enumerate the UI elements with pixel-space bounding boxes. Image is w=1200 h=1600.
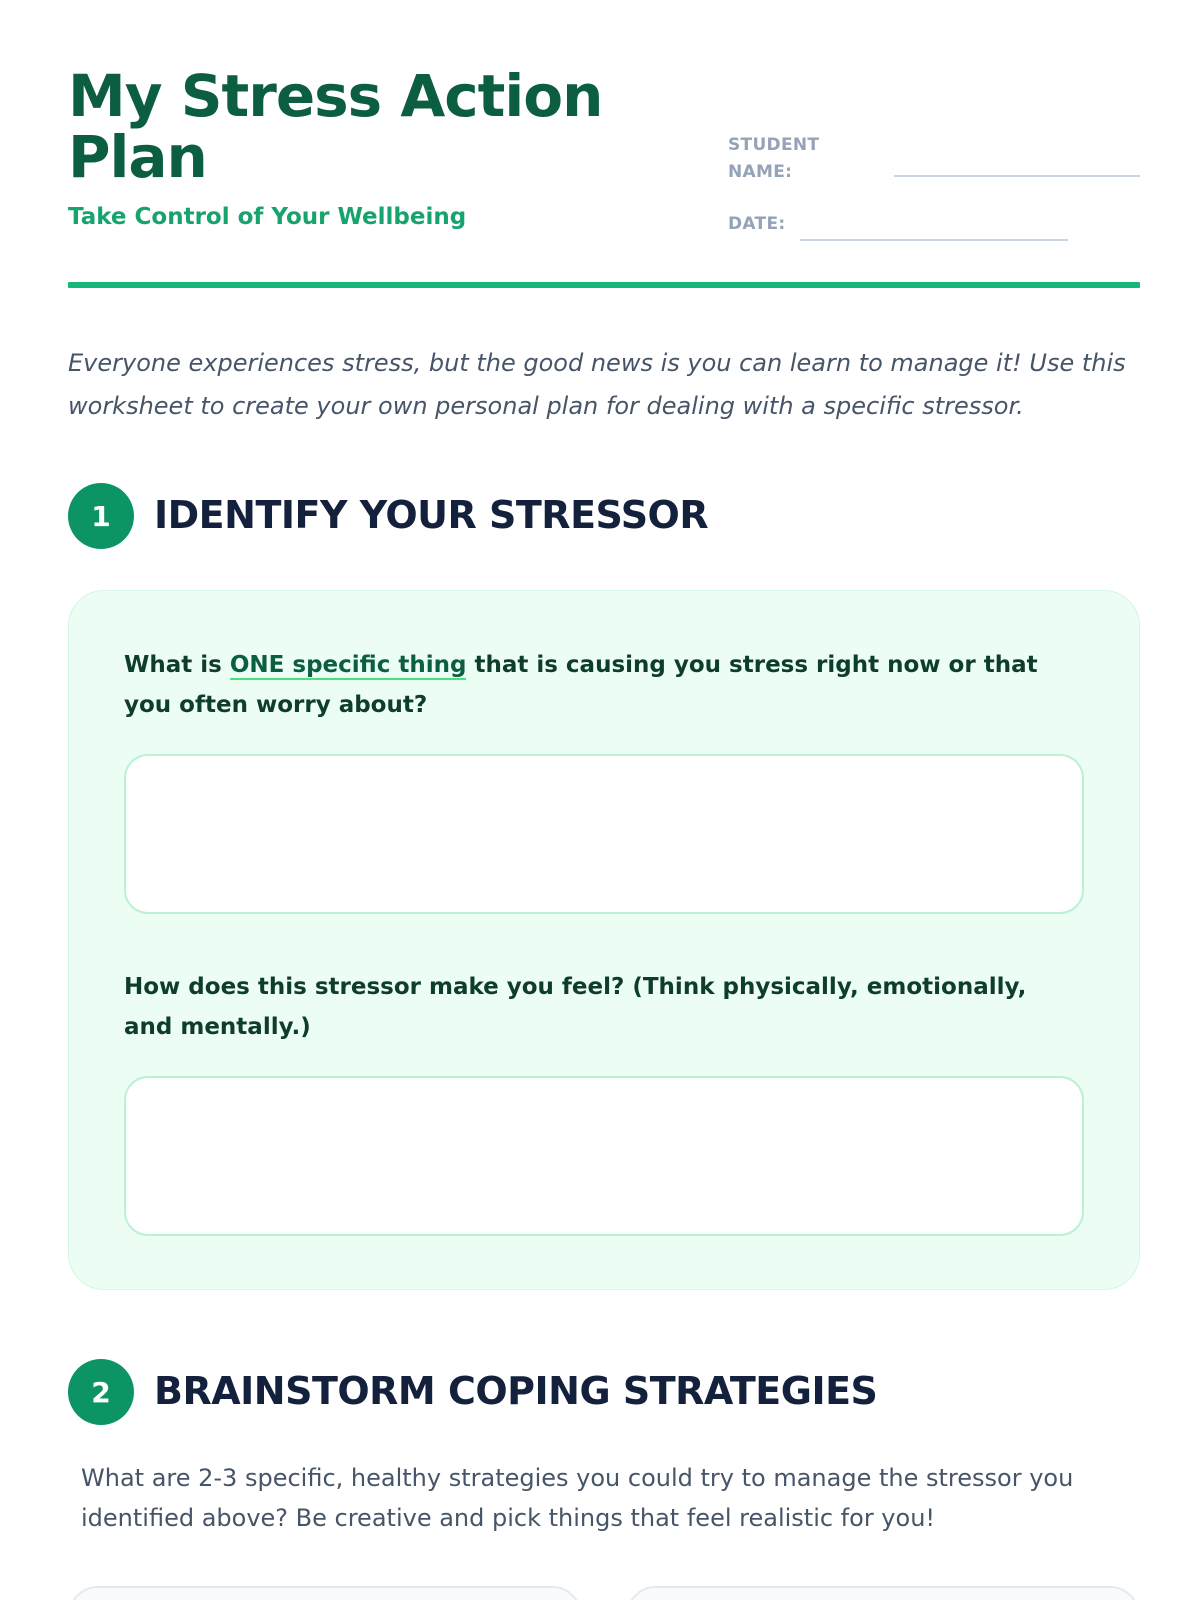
header-divider [68, 282, 1140, 288]
section-2-title: BRAINSTORM COPING STRATEGIES [154, 1369, 878, 1413]
section-1-number-badge: 1 [68, 483, 134, 549]
section-1-title: IDENTIFY YOUR STRESSOR [154, 493, 709, 537]
section-1-header [68, 483, 1140, 549]
section-2-header [68, 1359, 1140, 1425]
identify-stressor-card [68, 590, 1140, 1290]
feelings-answer-box[interactable] [124, 1076, 1084, 1236]
student-name-label: STUDENT NAME: [728, 135, 820, 182]
student-name-field[interactable] [894, 175, 1140, 177]
question-stressor [124, 645, 1064, 725]
intro-text: Everyone experiences stress, but the good news is you can learn to manage it! Use this worksheet to create your own personal plan for dealing with a specific stressor. [68, 349, 1126, 420]
strategies-prompt: What are 2-3 specific, healthy strategies you could try to manage the stressor you identified above? Be creative and pick things that feel realistic for you! [81, 1464, 1074, 1532]
stressor-answer-box[interactable] [124, 754, 1084, 914]
page-title: My Stress Action Plan [68, 62, 603, 191]
worksheet-page [68, 0, 1140, 1600]
date-label: DATE: [728, 214, 786, 234]
strategy-card-2[interactable] [626, 1586, 1140, 1600]
page-subtitle: Take Control of Your Wellbeing [68, 204, 467, 230]
question-stressor-emphasis: ONE specific thing [229, 652, 467, 678]
worksheet-header [68, 62, 1140, 286]
date-field[interactable] [800, 239, 1068, 241]
strategy-card-1[interactable] [68, 1586, 582, 1600]
section-2-number-badge: 2 [68, 1359, 134, 1425]
question-feelings: How does this stressor make you feel? (Think physically, emotionally, and mentally.) [124, 974, 1027, 1040]
question-stressor-rest: that is causing you stress right now or that you often worry about? [124, 652, 1038, 718]
question-stressor-lead: What is [124, 652, 230, 678]
